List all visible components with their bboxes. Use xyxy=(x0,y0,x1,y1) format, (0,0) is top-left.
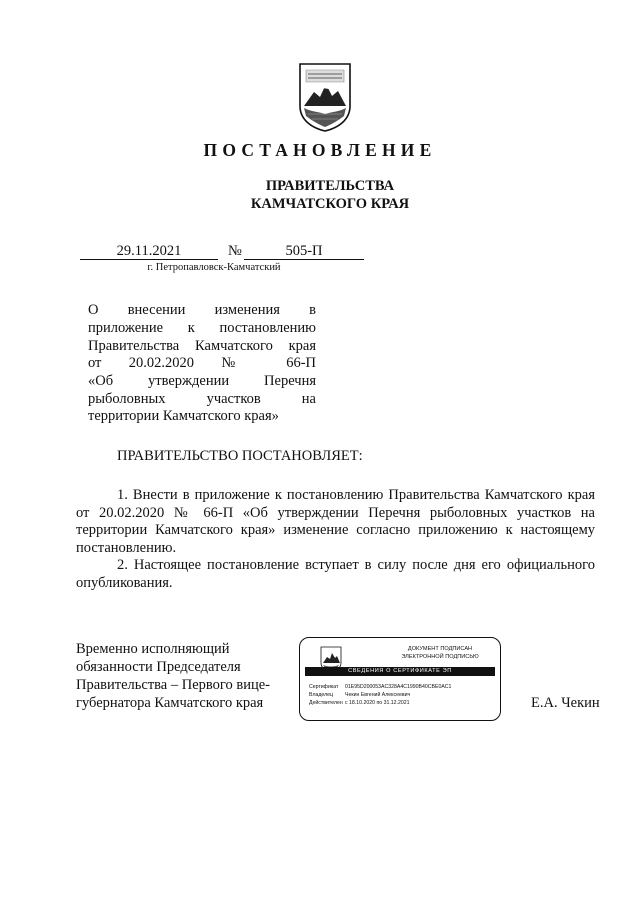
subject-line: О внесении изменения в xyxy=(88,302,316,318)
signer-name: Е.А. Чекин xyxy=(531,695,600,711)
stamp-row-value: с 18.10.2020 по 31.12.2021 xyxy=(345,700,410,706)
subject-line: Правительства Камчатского края xyxy=(88,338,316,354)
stamp-row xyxy=(309,700,410,706)
stamp-row xyxy=(309,692,410,698)
subject-line: «Об утверждении Перечня xyxy=(88,373,316,389)
stamp-header-line-2: ЭЛЕКТРОННОЙ ПОДПИСЬЮ xyxy=(401,654,479,660)
number-sign: № xyxy=(228,243,242,259)
electronic-signature-stamp xyxy=(299,637,501,721)
subject-line: территории Камчатского края» xyxy=(88,408,279,424)
document-type: ПОСТАНОВЛЕНИЕ xyxy=(203,140,437,160)
subject-line: от 20.02.2020 № 66-П xyxy=(88,355,316,371)
stamp-row-value: Чекин Евгений Алексеевич xyxy=(345,692,411,698)
kamchatka-emblem xyxy=(298,62,352,132)
subject-line: приложение к постановлению xyxy=(88,320,316,336)
issuer-line-2: КАМЧАТСКОГО КРАЯ xyxy=(250,196,410,212)
document-place: г. Петропавловск-Камчатский xyxy=(147,262,281,273)
body-line: 1. Внести в приложение к постановлению Правительства Камчатского края xyxy=(117,487,595,503)
body-line: опубликования. xyxy=(76,575,173,591)
stamp-row-key: Владелец xyxy=(309,692,333,698)
signer-position-line: Правительства – Первого вице- xyxy=(76,677,270,693)
stamp-certificate-bar: СВЕДЕНИЯ О СЕРТИФИКАТЕ ЭП xyxy=(305,667,495,676)
body-line: от 20.02.2020 № 66-П «Об утверждении Перечня рыболовных участков на xyxy=(76,505,595,521)
stamp-row xyxy=(309,684,451,690)
document-date: 29.11.2021 xyxy=(80,243,218,260)
stamp-row-key: Сертификат xyxy=(309,684,339,690)
stamp-row-value: 01E95D200053AC328A4C1990B40CBE0AC1 xyxy=(345,684,452,690)
body-line: постановлению. xyxy=(76,540,177,556)
document-number: 505-П xyxy=(244,243,364,260)
issuer-line-1: ПРАВИТЕЛЬСТВА xyxy=(265,178,395,194)
body-line: территории Камчатского края» изменение согласно приложению к настоящему xyxy=(76,522,595,538)
signer-position-line: губернатора Камчатского края xyxy=(76,695,264,711)
signer-position-line: обязанности Председателя xyxy=(76,659,241,675)
stamp-row-key: Действителен xyxy=(309,700,343,706)
decree-heading: ПРАВИТЕЛЬСТВО ПОСТАНОВЛЯЕТ: xyxy=(117,448,363,464)
stamp-header-line-1: ДОКУМЕНТ ПОДПИСАН xyxy=(407,646,473,652)
subject-line: рыболовных участков на xyxy=(88,391,316,407)
signer-position-line: Временно исполняющий xyxy=(76,641,230,657)
body-line: 2. Настоящее постановление вступает в силу после дня его официального xyxy=(117,557,595,573)
